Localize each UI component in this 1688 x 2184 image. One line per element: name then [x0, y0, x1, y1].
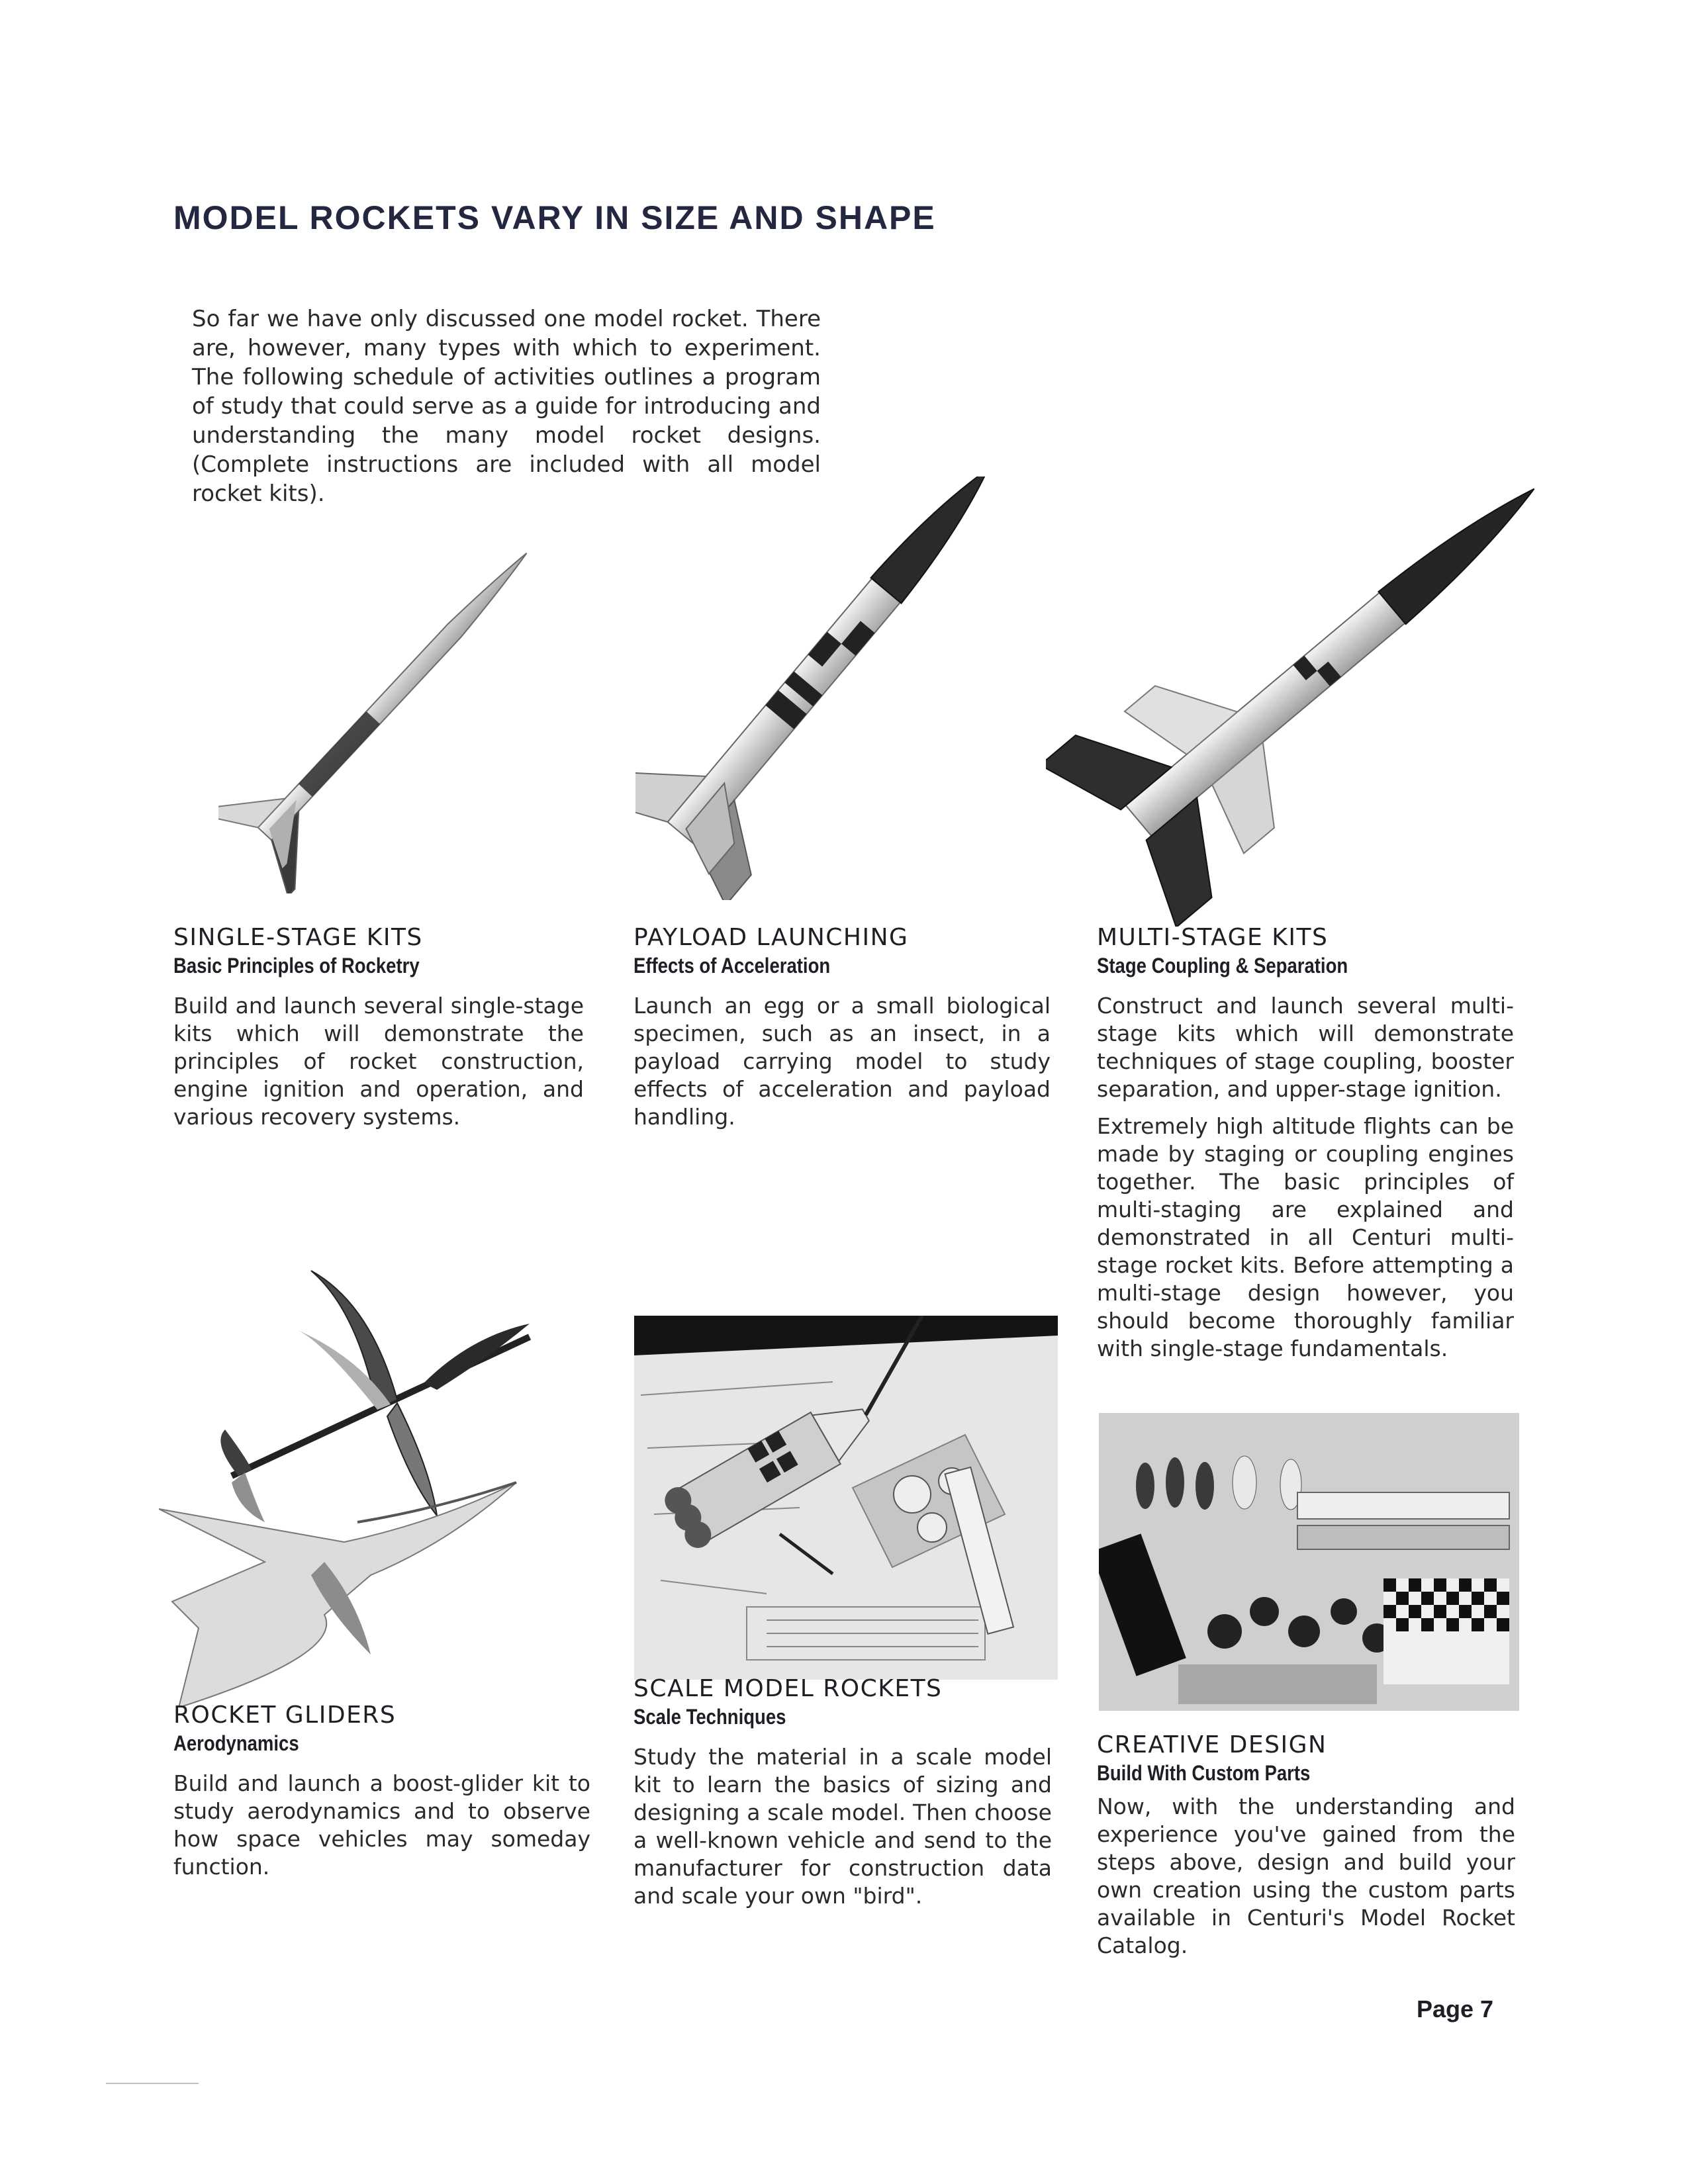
creative-body: Now, with the understanding and experience you've gained from the steps above, design and build your own creation using the custom parts available in Centuri's Model Rocket Catalog.	[1097, 1794, 1515, 1958]
payload-body: Launch an egg or a small biological specimen, such as an insect, in a payload carrying model to study effects of acceleration and payload handling.	[633, 993, 1051, 1130]
multi-stage-body: Construct and launch several multi-stage kits which will demonstrate techniques of stage coupling, booster separation, and upper-stage ignition.	[1097, 993, 1514, 1102]
footer-rule	[106, 2083, 199, 2084]
creative-subheading: Build With Custom Parts	[1097, 1761, 1311, 1785]
multi-stage-heading: MULTI-STAGE KITS	[1097, 924, 1329, 951]
page-title: MODEL ROCKETS VARY IN SIZE AND SHAPE	[173, 199, 936, 236]
creative-heading: CREATIVE DESIGN	[1097, 1731, 1327, 1758]
gliders-subheading: Aerodynamics	[173, 1731, 299, 1755]
single-stage-body: Build and launch several single-stage kits which will demonstrate the principles of rocket construction, engine ignition and operation, and various recovery systems.	[173, 993, 584, 1130]
single-stage-section	[173, 923, 584, 1131]
payload-subheading: Effects of Acceleration	[633, 954, 831, 978]
single-stage-rocket-illustration	[218, 523, 563, 893]
scale-heading: SCALE MODEL ROCKETS	[633, 1675, 943, 1702]
gliders-heading: ROCKET GLIDERS	[173, 1702, 397, 1729]
gliders-section	[173, 1701, 590, 1881]
rocket-glider-illustration	[159, 1231, 569, 1707]
payload-heading: PAYLOAD LAUNCHING	[633, 924, 909, 951]
payload-section	[633, 923, 1051, 1131]
scale-model-photo	[634, 1316, 1058, 1680]
multi-stage-section	[1097, 923, 1514, 1363]
multi-stage-subheading: Stage Coupling & Separation	[1097, 954, 1348, 978]
page-number: Page 7	[1417, 1995, 1494, 2023]
single-stage-heading: SINGLE-STAGE KITS	[173, 924, 423, 951]
scale-section	[633, 1674, 1052, 1910]
scale-body: Study the material in a scale model kit to learn the basics of sizing and designing a scale model. Then choose a well-known vehicle and send to the manufacturer for construction data and scale your own "bird".	[633, 1744, 1052, 1909]
single-stage-subheading: Basic Principles of Rocketry	[173, 954, 420, 978]
scale-subheading: Scale Techniques	[633, 1705, 786, 1729]
gliders-body: Build and launch a boost-glider kit to study aerodynamics and to observe how space vehicles may someday function.	[173, 1770, 590, 1880]
multi-stage-body-2: Extremely high altitude flights can be made by staging or coupling engines together. The basic principles of multi-staging are explained and demonstrated in all Centuri multi-stage rocket kits. Before attempting a multi-stage design however, you should become thoroughly familiar with single-stage fundamentals.	[1097, 1113, 1514, 1361]
multi-stage-rocket-illustration	[1046, 450, 1536, 927]
intro-paragraph: So far we have only discussed one model rocket. There are, however, many types with which to experiment. The following schedule of activities outlines a program of study that could serve as a guide for introducing and understanding the many model rocket designs. (Complete instructions are included with all model rocket kits).	[192, 306, 821, 507]
creative-section	[1097, 1731, 1515, 1960]
payload-rocket-illustration	[635, 477, 1066, 900]
custom-parts-photo	[1099, 1413, 1519, 1711]
